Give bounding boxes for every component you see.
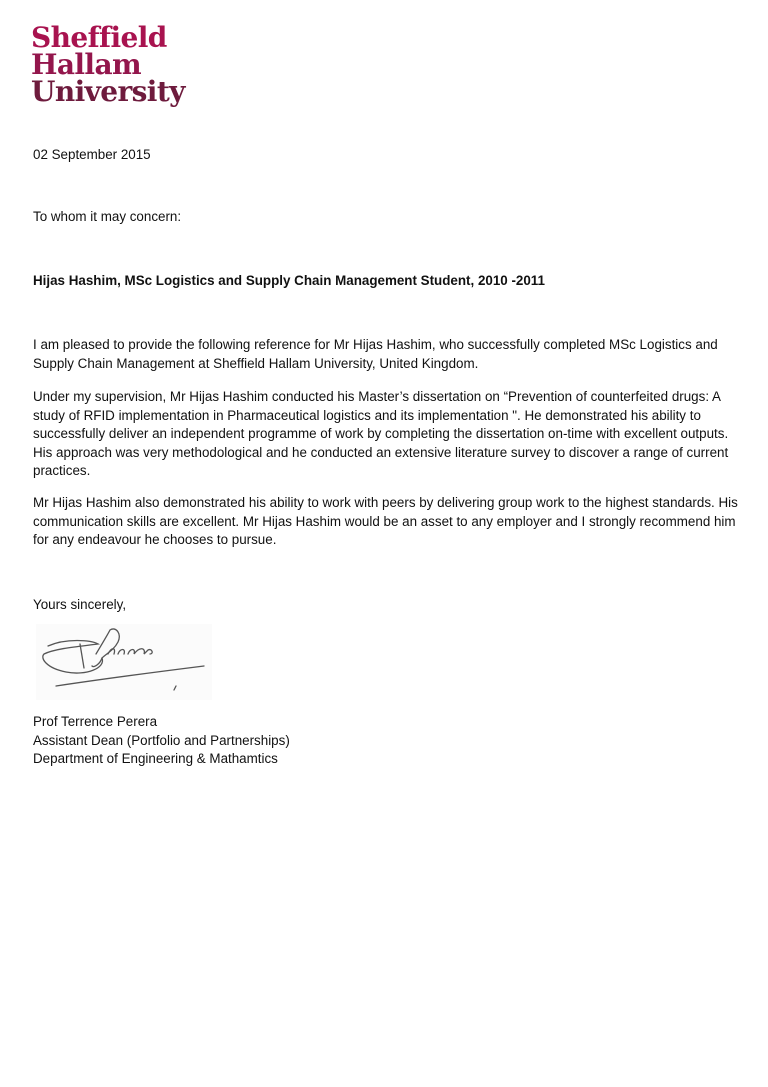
logo-line-university: University: [31, 75, 185, 108]
paragraph-dissertation: Under my supervision, Mr Hijas Hashim conducted his Master’s dissertation on “Prevention of counterfeited drugs: A study of RFID implementation in Pharmaceutical logistics and its implementation ". He demonstrated his ability to successfully deliver an independent programme of work by completing the dissertation on-time with excellent outputs. His approach was very methodological and he conducted an extensive literature survey to discover a range of current practices.: [33, 389, 729, 478]
signer-block: [33, 713, 290, 769]
salutation: To whom it may concern:: [33, 209, 182, 224]
logo-line-hallam: Hallam: [31, 48, 142, 81]
logo-line-sheffield: Sheffield: [31, 21, 167, 54]
signature-icon: [36, 624, 212, 700]
closing: Yours sincerely,: [33, 597, 127, 612]
signature-image: [36, 624, 212, 700]
letter-date: 02 September 2015: [33, 147, 151, 162]
signer-title: Assistant Dean (Portfolio and Partnerships): [33, 732, 290, 748]
signer-name: Prof Terrence Perera: [33, 714, 158, 729]
university-logo: [31, 21, 185, 108]
subject-line: Hijas Hashim, MSc Logistics and Supply Chain Management Student, 2010 -2011: [33, 273, 545, 288]
paragraph-reference-intro: I am pleased to provide the following reference for Mr Hijas Hashim, who successfully completed MSc Logistics and Supply Chain Management at Sheffield Hallam University, United Kingdom.: [33, 337, 718, 371]
signer-department: Department of Engineering & Mathamtics: [33, 751, 278, 766]
paragraph-recommendation: Mr Hijas Hashim also demonstrated his ability to work with peers by delivering group work to the highest standards. His communication skills are excellent. Mr Hijas Hashim would be an asset to any employer and I strongly recommend him for any endeavour he chooses to pursue.: [33, 495, 738, 547]
